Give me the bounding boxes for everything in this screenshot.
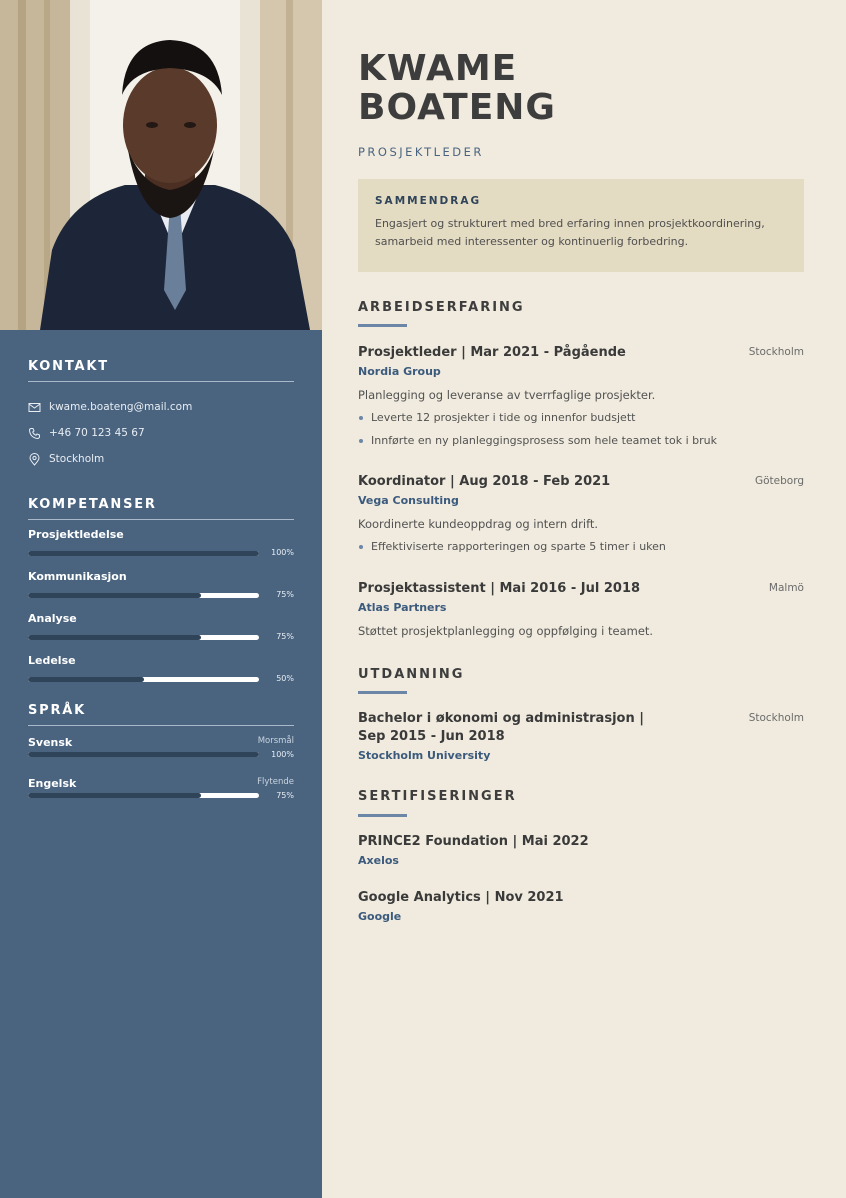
contact-email-text: kwame.boateng@mail.com [49, 401, 193, 413]
job-location: Stockholm [748, 346, 804, 358]
phone-icon [28, 427, 41, 440]
skill-item [28, 654, 294, 686]
skill-name: Kommunikasjon [28, 570, 127, 583]
job-description: Planlegging og leveranse av tverrfaglige prosjekter. [358, 388, 656, 402]
job-bullet: Leverte 12 prosjekter i tide og innenfor budsjett [358, 410, 804, 433]
education-dates: Sep 2015 - Jun 2018 [358, 729, 505, 744]
languages-list [28, 736, 294, 809]
skill-bar [28, 635, 259, 640]
summary-box [358, 179, 804, 272]
skill-bar [28, 551, 259, 556]
language-level: Morsmål [257, 736, 294, 746]
job-organization: Atlas Partners [358, 601, 447, 614]
contact-location [28, 446, 294, 472]
skill-item [28, 570, 294, 602]
skill-bar-fill [28, 635, 201, 640]
skill-name: Ledelse [28, 654, 76, 667]
skill-item [28, 612, 294, 644]
skill-percent: 50% [276, 674, 294, 683]
skill-bar-fill [28, 593, 201, 598]
location-pin-icon [28, 453, 41, 466]
contact-heading: KONTAKT [28, 359, 294, 382]
skill-name: Prosjektledelse [28, 528, 124, 541]
skill-percent: 100% [271, 548, 294, 557]
education-title [358, 710, 804, 746]
job-bullet: Effektiviserte rapporteringen og sparte 5 timer i uken [358, 539, 804, 562]
skill-bar [28, 593, 259, 598]
skill-name: Analyse [28, 612, 77, 625]
job-title: Koordinator | Aug 2018 - Feb 2021 [358, 474, 611, 489]
sidebar-content [28, 330, 294, 809]
certification-issuer: Axelos [358, 854, 399, 867]
section-divider [358, 691, 407, 694]
job-organization: Nordia Group [358, 365, 441, 378]
language-bar-fill [28, 793, 201, 798]
language-bar-fill [28, 752, 259, 757]
language-percent: 100% [271, 750, 294, 759]
job-organization: Vega Consulting [358, 494, 459, 507]
language-item [28, 736, 294, 768]
certification-issuer: Google [358, 910, 402, 923]
languages-heading: SPRÅK [28, 703, 294, 726]
section-divider [358, 324, 407, 327]
summary-heading: SAMMENDRAG [375, 195, 482, 207]
skill-item [28, 528, 294, 560]
job-title: Prosjektleder | Mar 2021 - Pågående [358, 345, 626, 360]
certification-entry [358, 889, 804, 923]
job-location: Göteborg [754, 475, 804, 487]
job-bullet: Innførte en ny planleggingsprosess som hele teamet tok i bruk [358, 433, 804, 456]
skill-bar-fill [28, 551, 259, 556]
education-location: Stockholm [748, 712, 804, 724]
language-bar [28, 752, 259, 757]
language-percent: 75% [276, 791, 294, 800]
section-divider [358, 814, 407, 817]
language-bar [28, 793, 259, 798]
job-description: Koordinerte kundeoppdrag og intern drift. [358, 517, 599, 531]
skill-percent: 75% [276, 632, 294, 641]
mail-icon [28, 401, 41, 414]
education-entry [358, 710, 804, 762]
skills-heading: KOMPETANSER [28, 497, 294, 520]
skills-list [28, 528, 294, 686]
language-item [28, 777, 294, 809]
certification-title: PRINCE2 Foundation | Mai 2022 [358, 834, 589, 849]
first-name: KWAME [358, 48, 518, 89]
education-degree: Bachelor i økonomi og administrasjon | [358, 711, 644, 726]
contact-email[interactable] [28, 394, 294, 420]
skill-percent: 75% [276, 590, 294, 599]
job-bullets [358, 539, 804, 562]
language-name: Engelsk [28, 777, 77, 790]
sidebar [0, 0, 322, 1198]
contact-location-text: Stockholm [49, 453, 105, 465]
contact-phone-text: +46 70 123 45 67 [49, 427, 145, 439]
profile-photo [0, 0, 322, 330]
certification-title: Google Analytics | Nov 2021 [358, 890, 564, 905]
language-name: Svensk [28, 736, 73, 749]
summary-text: Engasjert og strukturert med bred erfaring innen prosjektkoordinering, samarbeid med interessenter og kontinuerlig forbedring. [375, 217, 765, 248]
job-title-heading: PROSJEKTLEDER [358, 145, 484, 159]
job-entry [358, 344, 804, 456]
candidate-name [358, 49, 556, 127]
job-entry [358, 580, 804, 638]
education-heading: UTDANNING [358, 667, 465, 682]
job-entry [358, 473, 804, 562]
last-name: BOATENG [358, 87, 556, 128]
job-location: Malmö [768, 582, 804, 594]
skill-bar [28, 677, 259, 682]
certification-entry [358, 833, 804, 867]
contact-phone[interactable] [28, 420, 294, 446]
education-institution: Stockholm University [358, 749, 491, 762]
job-description: Støttet prosjektplanlegging og oppfølging i teamet. [358, 624, 654, 638]
job-title: Prosjektassistent | Mai 2016 - Jul 2018 [358, 581, 641, 596]
experience-heading: ARBEIDSERFARING [358, 300, 525, 315]
certifications-heading: SERTIFISERINGER [358, 789, 517, 804]
job-bullets [358, 410, 804, 456]
contact-list [28, 394, 294, 472]
skill-bar-fill [28, 677, 144, 682]
language-level: Flytende [257, 777, 294, 787]
